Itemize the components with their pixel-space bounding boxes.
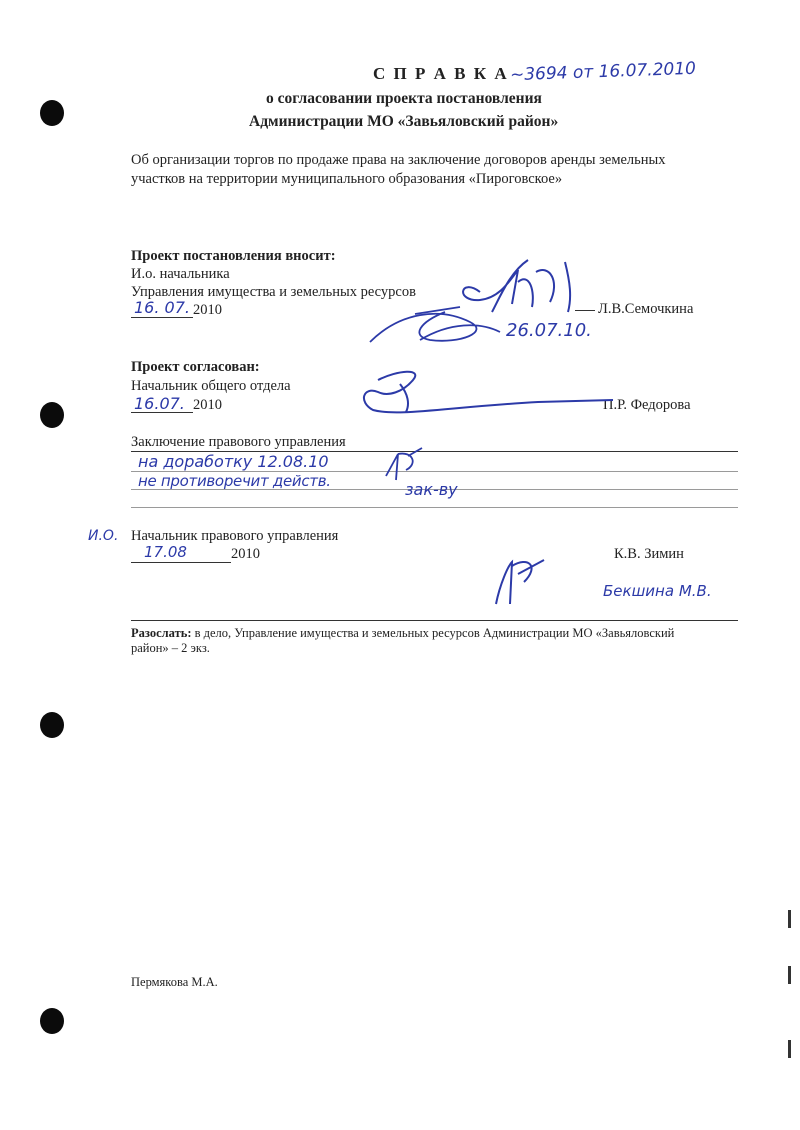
subject-line-2: участков на территории муниципального образования «Пироговское» [131,171,563,187]
submitter-signature [360,252,610,352]
subject-line-1: Об организации торгов по продаже права на заключение договоров аренды земельных [131,152,666,168]
legal-head-name: К.В. Зимин [614,546,684,562]
legal-heading: Заключение правового управления [131,434,346,450]
author-name: Пермякова М.А. [131,975,218,989]
handwritten-acting-prefix: И.О. [88,528,119,544]
approval-signature [338,362,618,422]
distribution-line-1 [131,626,674,641]
handwritten-signer-name: Бекшина М.В. [603,582,712,600]
title-line-1: о согласовании проекта постановления [266,90,542,107]
legal-head-signature [488,554,548,614]
submit-year: 2010 [193,302,222,318]
scan-mark [788,966,791,984]
approval-heading: Проект согласован: [131,359,260,375]
handwritten-legal-note-3: зак-ву [405,480,458,499]
binder-hole [40,712,64,738]
section-divider [131,620,738,621]
title-line-2: Администрации МО «Завьяловский район» [249,113,559,130]
submitter-position-1: И.о. начальника [131,266,230,282]
submitter-heading: Проект постановления вносит: [131,248,336,264]
handwritten-legal-note-1: на доработку 12.08.10 [138,452,329,471]
handwritten-legal-date: 17.08 [144,543,187,561]
legal-head-year: 2010 [231,546,260,562]
date-underline [131,317,193,318]
document-title: С П Р А В К А [373,64,509,83]
distribution-text: в дело, Управление имущества и земельных ресурсов Администрации МО «Завьяловский [194,626,675,640]
scan-mark [788,910,791,928]
handwritten-legal-note-2: не противоречит действ. [138,472,331,490]
distribution-label: Разослать: [131,626,192,640]
scan-mark [788,1040,791,1058]
handwritten-registration-number: ~3694 от 16.07.2010 [509,58,697,86]
form-line [131,507,738,508]
legal-head-position: Начальник правового управления [131,528,339,544]
binder-hole [40,402,64,428]
handwritten-approval-date: 16.07. [134,394,185,413]
binder-hole [40,100,64,126]
distribution-line-2: район» – 2 экз. [131,641,210,655]
handwritten-submit-date: 16. 07. [134,298,190,317]
binder-hole [40,1008,64,1034]
approval-year: 2010 [193,397,222,413]
submitter-name: Л.В.Семочкина [598,301,694,317]
approval-name: П.Р. Федорова [603,397,691,413]
date-underline [131,562,231,563]
legal-initial-mark [378,446,428,496]
handwritten-sign-date: 26.07.10. [506,320,592,341]
submitter-position-2: Управления имущества и земельных ресурсов [131,284,416,300]
approval-position: Начальник общего отдела [131,378,291,394]
